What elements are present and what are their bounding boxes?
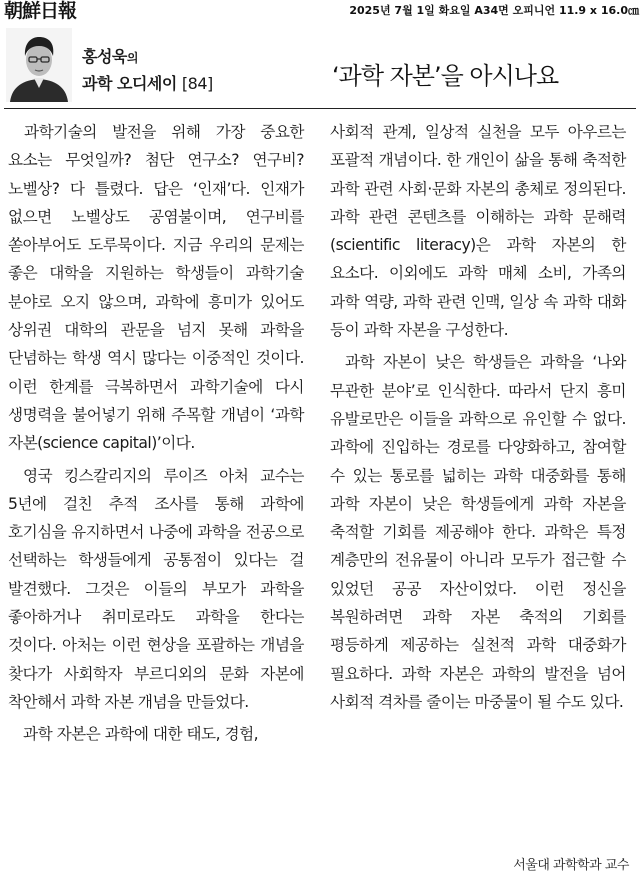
author-portrait-image xyxy=(6,28,72,102)
masthead xyxy=(0,0,641,22)
author-name xyxy=(82,44,138,67)
author-name-text: 홍성욱 xyxy=(82,47,127,66)
dateline: 2025년 7월 1일 화요일 A34면 오피니언 11.9 x 16.0㎝ xyxy=(349,4,639,17)
author-affiliation: 서울대 과학학과 교수 xyxy=(513,858,629,873)
newspaper-logo: 朝鮮日報 xyxy=(4,0,77,22)
body-paragraph: 과학 자본은 과학에 대한 태도, 경험, xyxy=(23,725,259,744)
series-title: 과학 오디세이 xyxy=(82,74,177,93)
body-column-left xyxy=(8,118,304,753)
article-headline: ‘과학 자본’을 아시나요 xyxy=(332,62,559,90)
body-paragraph: 과학기술의 발전을 위해 가장 중요한 요소는 무엇일까? 첨단 연구소? 연구비? 노벨상? 다 틀렸다. 답은 ‘인재’다. 인재가 없으면 노벨상도 공염불이며, 연구비를 쏟아부어도 도루묵이다. 지금 우리의 문제는 좋은 대학을 지원하는 학생들이 과학기술 분야로 오지 않으며, 과학에 흥미가 있어도 상위권 대학의 관문을 넘지 못해 과학을 단념하는 학생 역시 많다는 이중적인 것이다. 이런 한계를 극복하면서 과학기술에 다시 생명력을 불어넣기 위해 주목할 개념이 ‘과학 자본(science capital)’이다. xyxy=(8,123,304,453)
column-series xyxy=(82,71,213,94)
header-divider xyxy=(4,108,636,109)
body-paragraph: 사회적 관계, 일상적 실천을 모두 아우르는 포괄적 개념이다. 한 개인이 삶을 통해 축적한 과학 관련 사회·문화 자본의 총체로 정의된다. 과학 관련 콘텐츠를 이해하는 과학 문해력(scientific literacy)은 과학 자본의 한 요소다. 이외에도 과학 매체 소비, 가족의 과학 역량, 과학 관련 인맥, 일상 속 과학 대화 등이 과학 자본을 구성한다. xyxy=(330,123,626,340)
body-paragraph: 과학 자본이 낮은 학생들은 과학을 ‘나와 무관한 분야’로 인식한다. 따라서 단지 흥미 유발로만은 이들을 과학으로 유인할 수 없다. 과학에 진입하는 경로를 다양화하고, 참여할 수 있는 통로를 넓히는 과학 대중화를 통해 과학 자본이 낮은 학생들에게 과학 자본을 축적할 기회를 제공해야 한다. 과학은 특정 계층만의 전유물이 아니라 모두가 접근할 수 있었던 공공 자산이었다. 이런 정신을 복원하려면 과학 자본 축적의 기회를 평등하게 제공하는 실천적 과학 대중화가 필요하다. 과학 자본은 과학의 발전을 넘어 사회적 격차를 줄이는 마중물이 될 수도 있다. xyxy=(330,353,626,711)
series-number: [84] xyxy=(181,74,213,93)
body-paragraph: 영국 킹스칼리지의 루이즈 아처 교수는 5년에 걸친 추적 조사를 통해 과학에 호기심을 유지하면서 나중에 과학을 전공으로 선택하는 학생들에게 공통점이 있다는 걸 발견했다. 그것은 이들의 부모가 과학을 좋아하거나 취미로라도 과학을 한다는 것이다. 아처는 이런 현상을 포괄하는 개념을 찾다가 사회학자 부르디외의 문화 자본에 착안해서 과학 자본 개념을 만들었다. xyxy=(8,466,304,711)
author-name-suffix: 의 xyxy=(126,51,138,65)
author-photo xyxy=(6,28,72,102)
body-column-right xyxy=(330,118,626,720)
